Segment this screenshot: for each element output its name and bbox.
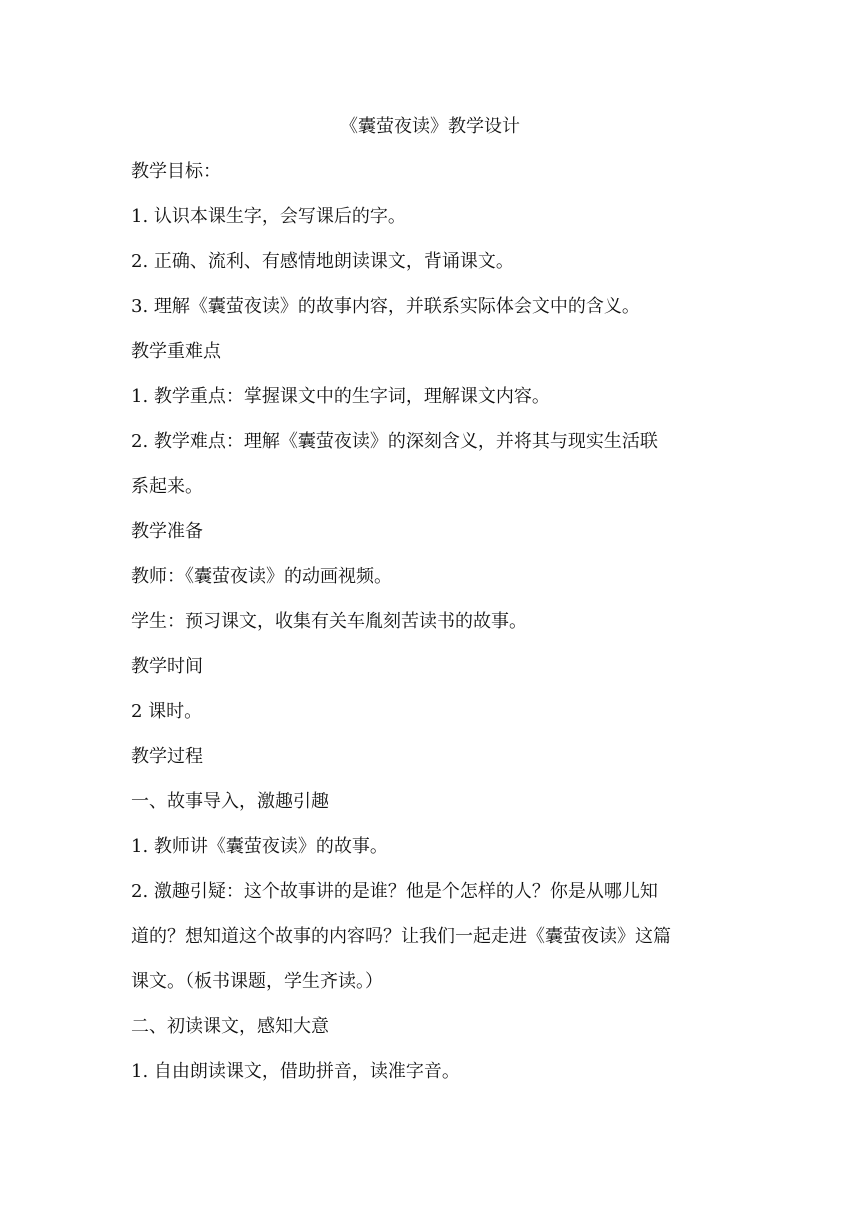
process-step-1-item-1: 1. 教师讲《囊萤夜读》的故事。 bbox=[131, 836, 388, 857]
preparation-student: 学生：预习课文，收集有关车胤刻苦读书的故事。 bbox=[131, 611, 527, 632]
objective-item-2: 2. 正确、流利、有感情地朗读课文，背诵课文。 bbox=[131, 251, 514, 272]
key-point-item-2: 2. 教学难点：理解《囊萤夜读》的深刻含义，并将其与现实生活联 bbox=[131, 431, 658, 452]
process-step-1-item-2-end: 课文。（板书课题，学生齐读。） bbox=[131, 971, 383, 992]
process-step-1-heading: 一、故事导入，激趣引趣 bbox=[131, 791, 329, 812]
objective-item-3: 3. 理解《囊萤夜读》的故事内容，并联系实际体会文中的含义。 bbox=[131, 296, 640, 317]
section-heading-process: 教学过程 bbox=[131, 746, 203, 767]
process-step-2-item-1: 1. 自由朗读课文，借助拼音，读准字音。 bbox=[131, 1061, 460, 1082]
objective-item-1: 1. 认识本课生字，会写课后的字。 bbox=[131, 206, 406, 227]
process-step-1-item-2: 2. 激趣引疑：这个故事讲的是谁？他是个怎样的人？你是从哪儿知 bbox=[131, 881, 658, 902]
section-heading-objectives: 教学目标： bbox=[131, 161, 221, 182]
key-point-item-1: 1. 教学重点：掌握课文中的生字词，理解课文内容。 bbox=[131, 386, 550, 407]
preparation-teacher: 教师：《囊萤夜读》的动画视频。 bbox=[131, 566, 392, 587]
section-heading-time: 教学时间 bbox=[131, 656, 203, 677]
document-title: 《囊萤夜读》教学设计 bbox=[340, 116, 520, 137]
time-value: 2 课时。 bbox=[131, 701, 203, 722]
key-point-item-2-continued: 系起来。 bbox=[131, 476, 203, 497]
section-heading-preparation: 教学准备 bbox=[131, 521, 203, 542]
section-heading-key-points: 教学重难点 bbox=[131, 341, 221, 362]
process-step-1-item-2-continued: 道的？想知道这个故事的内容吗？让我们一起走进《囊萤夜读》这篇 bbox=[131, 926, 671, 947]
process-step-2-heading: 二、初读课文，感知大意 bbox=[131, 1016, 329, 1037]
